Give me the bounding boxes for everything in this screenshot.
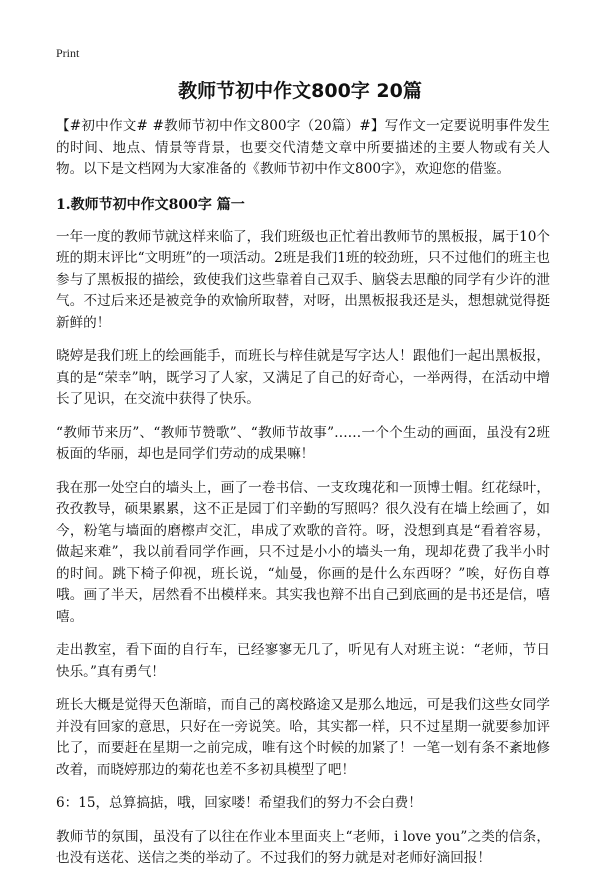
body-paragraph: 教师节的氛围，虽没有了以往在作业本里面夹上“老师，i love you”之类的信条，也没有送花、送信之类的举动了。不过我们的努力就是对老师好滴回报！ (56, 828, 550, 866)
print-label: Print (56, 46, 80, 60)
intro-paragraph: 【#初中作文# #教师节初中作文800字（20篇）#】写作文一定要说明事件发生的时间、地点、情景等背景，也要交代清楚文章中所要描述的主要人物或有关人物。以下是文档网为大家准备的《教师节初中作文800字》，欢迎您的借鉴。 (56, 118, 550, 177)
body-paragraph: 我在那一处空白的墙头上，画了一卷书信、一支玫瑰花和一顶博士帽。红花绿叶，孜孜教导，硕果累累，这不正是园丁们辛勤的写照吗？很久没有在墙上绘画了，如今，粉笔与墙面的磨檫声交汇，串成了欢歌的音符。呀，没想到真是“看着容易，做起来难”，我以前看同学作画，只不过是小小的墙头一角，现却花费了我半小时的时间。跳下椅子仰视，班长说，“灿曼，你画的是什么东西呀？”唉，好伤自尊哦。画了半天，居然看不出模样来。其实我也辩不出自己到底画的是书还是信，嘻嘻。 (56, 479, 550, 625)
body-paragraph: 走出教室，看下面的自行车，已经寥寥无几了，听见有人对班主说：“老师，节日快乐。”真有勇气！ (56, 642, 550, 680)
section-heading: 1.教师节初中作文800字 篇一 (56, 196, 245, 213)
document-title: 教师节初中作文800字 20篇 (178, 80, 422, 102)
body-paragraph: 一年一度的教师节就这样来临了，我们班级也正忙着出教师节的黑板报，属于10个班的期末评比“文明班”的一项活动。2班是我们1班的较劲班，只不过他们的班主也参与了黑板报的描绘，致使我们这些靠着自己双手、脑袋去思酿的同学有少许的泄气。不过后来还是被竞争的欢愉所取替，对呀，出黑板报我还是头，想想就觉得挺新鲜的！ (56, 228, 550, 331)
body-paragraph: 班长大概是觉得天色渐暗，而自己的离校路途又是那么地远，可是我们这些女同学并没有回家的意思，只好在一旁说笑。哈，其实都一样，只不过星期一就要参加评比了，而要赶在星期一之前完成，唯有这个时候的加紧了！一笔一划有条不紊地修改着，而晓婷那边的菊花也差不多初具模型了吧！ (56, 697, 550, 778)
body-paragraph: 6：15，总算搞掂，哦，回家喽！希望我们的努力不会白费！ (56, 795, 422, 811)
body-paragraph: 晓婷是我们班上的绘画能手，而班长与梓佳就是写字达人！跟他们一起出黑板报，真的是“荣幸”呐，既学习了人家，又满足了自己的好奇心，一举两得，在活动中增长了见识，在交流中获得了快乐。 (56, 348, 550, 407)
body-paragraph: “教师节来历”、“教师节赞歌”、“教师节故事”……一个个生动的画面，虽没有2班板面的华丽，却也是同学们劳动的成果嘛！ (56, 424, 550, 462)
document-body (56, 116, 550, 882)
